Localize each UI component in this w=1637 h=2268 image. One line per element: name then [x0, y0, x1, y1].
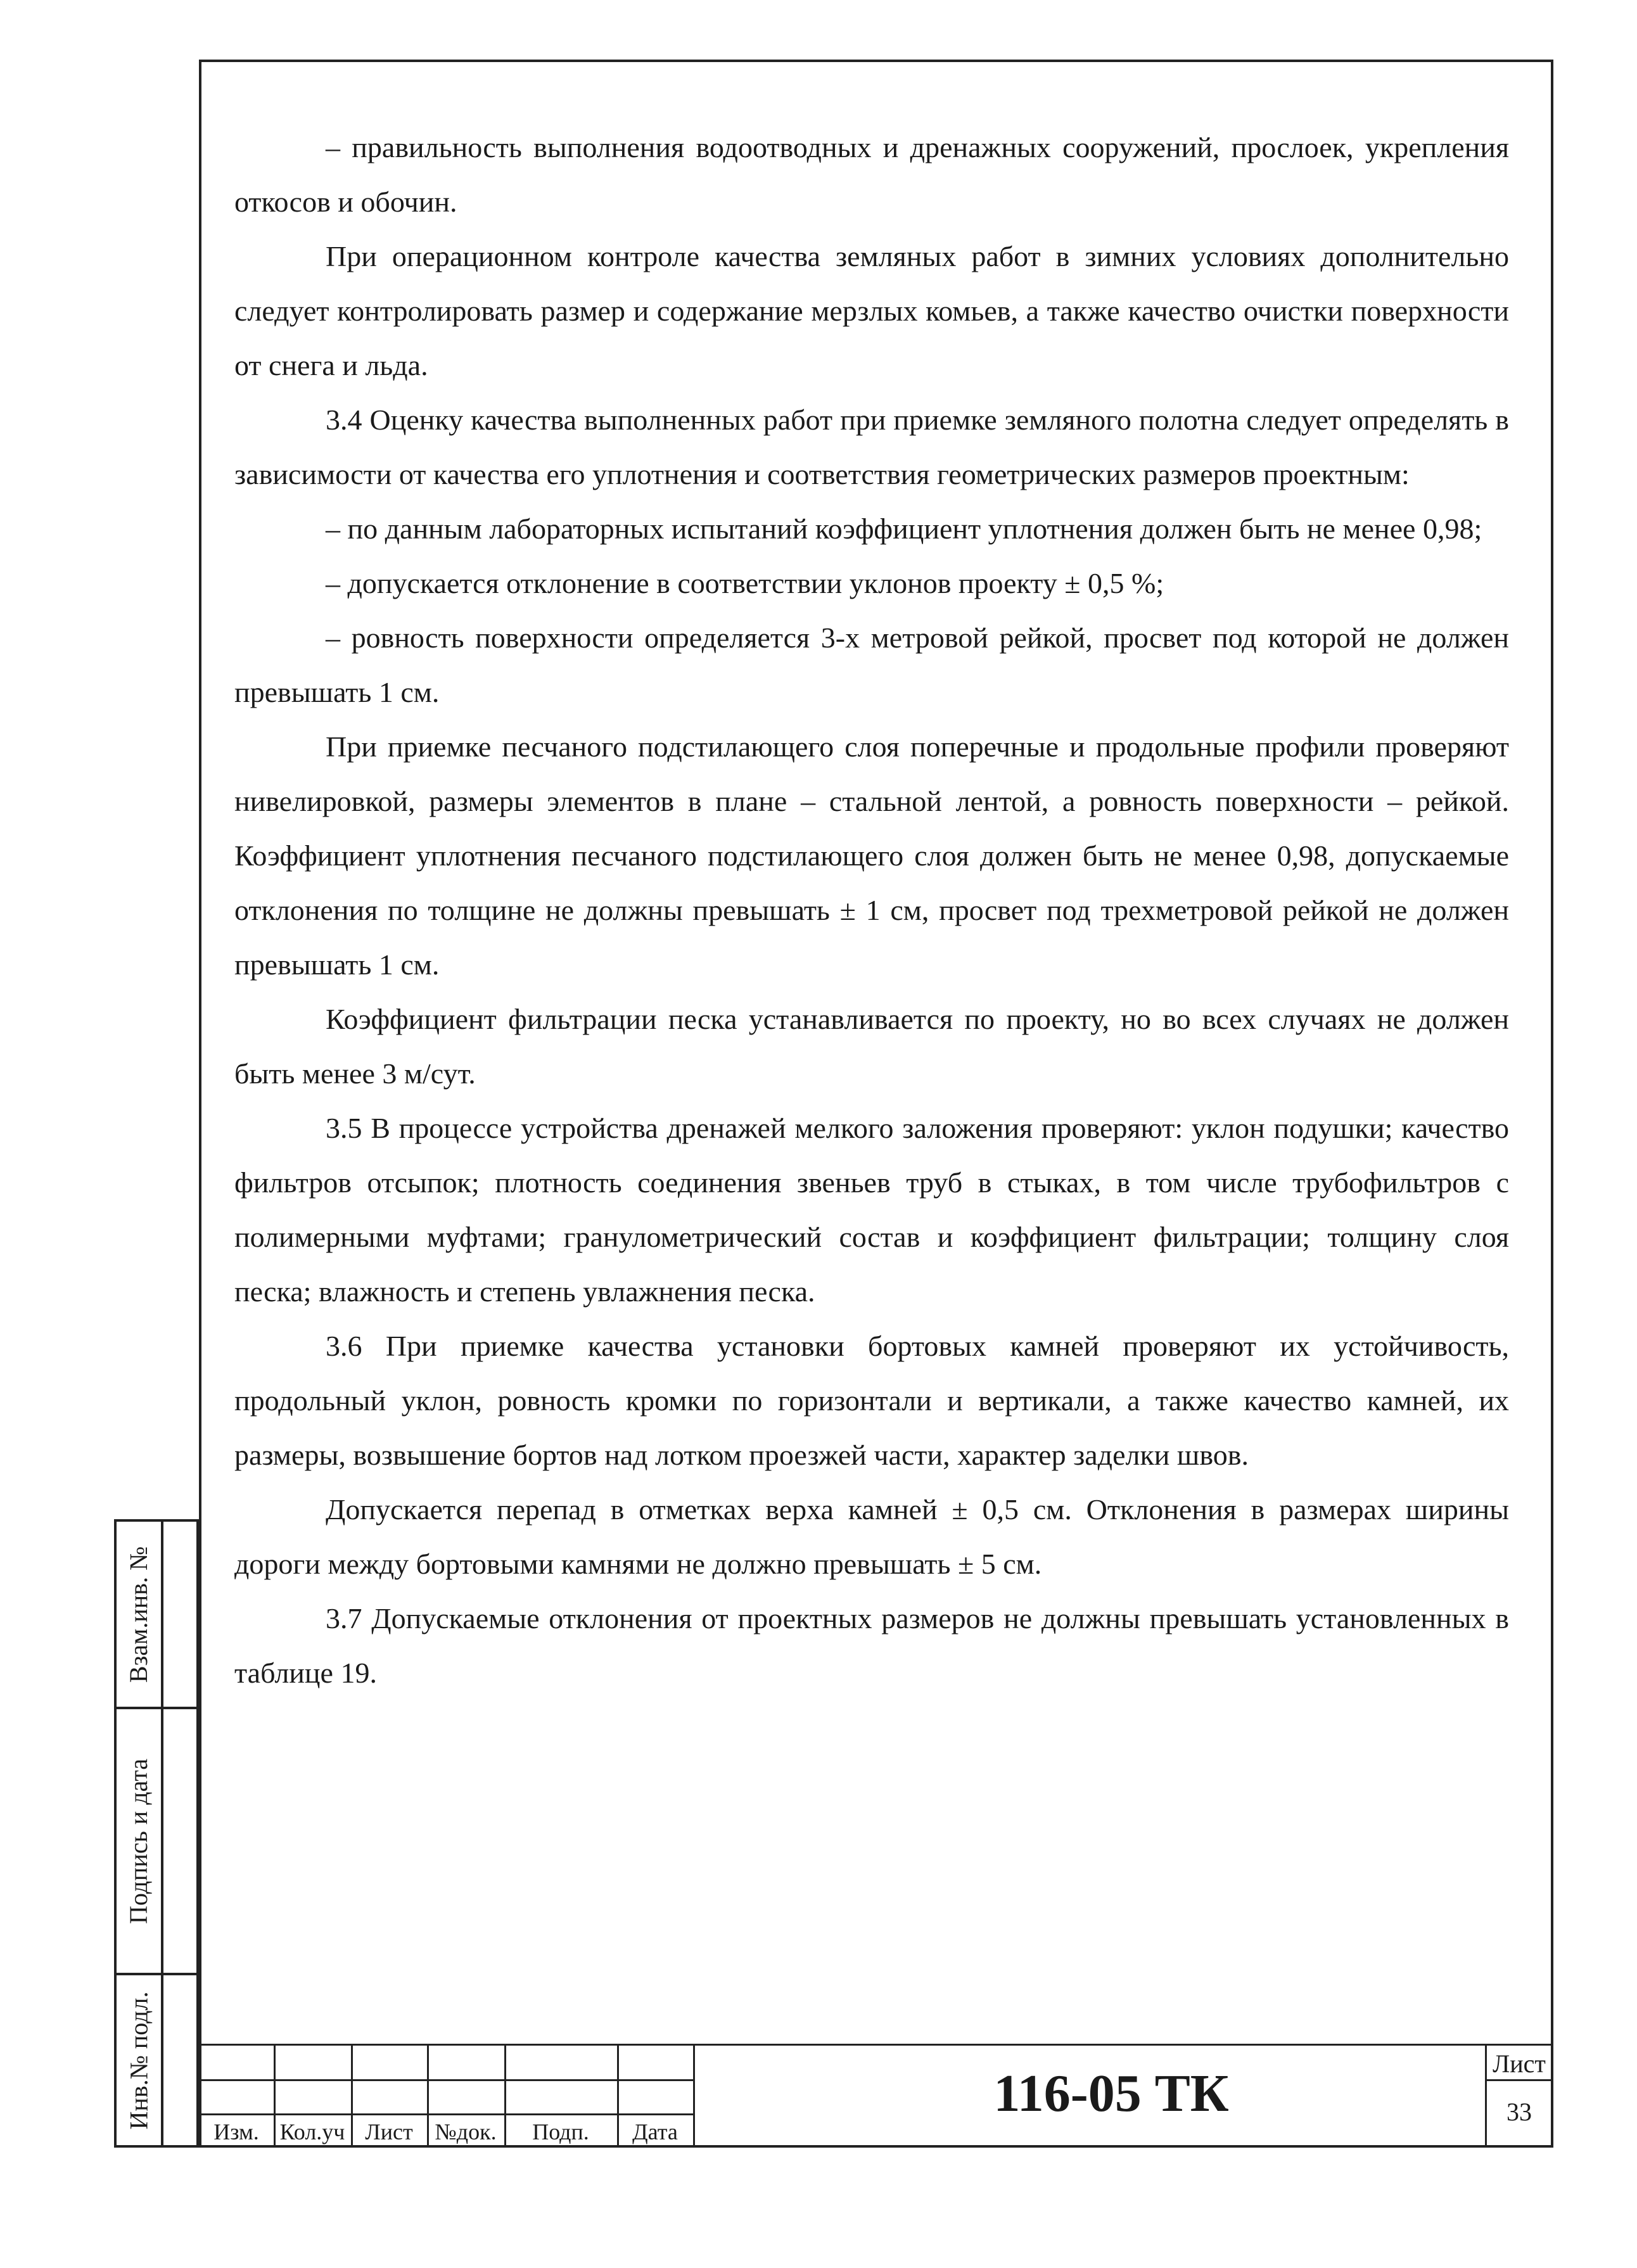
sheet-label: Лист	[1493, 2049, 1546, 2078]
paragraph: – правильность выполнения водоотводных и дренажных сооружений, прослоек, укрепления откосов и обочин.	[234, 131, 1509, 218]
paragraph: – допускается отклонение в соответствии уклонов проекту ± 0,5 %;	[326, 567, 1164, 599]
paragraph: 3.6 При приемке качества установки бортовых камней проверяют их устойчивость, продольный уклон, ровность кромки по горизонтали и вертикали, а также качество камней, их размеры, возвышение бортов над лотком проезжей части, характер заделки швов.	[234, 1330, 1509, 1471]
paragraph: Допускается перепад в отметках верха камней ± 0,5 см. Отклонения в размерах ширины дороги между бортовыми камнями не должно превышать ± 5 см.	[234, 1493, 1509, 1580]
stamp-header-ndok: №док.	[435, 2119, 497, 2144]
paragraph: – по данным лабораторных испытаний коэффициент уплотнения должен быть не менее 0,98;	[326, 513, 1482, 545]
side-label-inv: Инв.№ подл.	[124, 1991, 153, 2129]
stamp-header-izm: Изм.	[213, 2119, 259, 2144]
stamp-header-kolvo: Кол.уч	[279, 2119, 345, 2144]
side-box-podpis	[114, 1709, 199, 1975]
side-label-vzam: Взам.инв. №	[124, 1546, 153, 1683]
document-code: 116-05 ТК	[993, 2064, 1229, 2123]
title-block	[199, 2044, 1553, 2148]
paragraph: 3.7 Допускаемые отклонения от проектных размеров не должны превышать установленных в таблице 19.	[234, 1602, 1509, 1689]
stamp-header-podp: Подп.	[532, 2119, 589, 2144]
paragraph: При приемке песчаного подстилающего слоя поперечные и продольные профили проверяют нивелировкой, размеры элементов в плане – стальной лентой, а ровность поверхности – рейкой. Коэффициент уплотнения песчаного подстилающего слоя должен быть не менее 0,98, допускаемые отклонения по толщине не должны превышать ± 1 см, просвет под трехметровой рейкой не должен превышать 1 см.	[234, 730, 1509, 981]
side-label-podpis: Подпись и дата	[124, 1758, 153, 1924]
sheet-number: 33	[1506, 2098, 1532, 2126]
paragraph: 3.5 В процессе устройства дренажей мелкого заложения проверяют: уклон подушки; качество фильтров отсыпок; плотность соединения звеньев труб в стыках, в том числе трубофильтров с полимерными муфтами; гранулометрический состав и коэффициент фильтрации; толщину слоя песка; влажность и степень увлажнения песка.	[234, 1112, 1509, 1308]
stamp-header-list: Лист	[365, 2119, 413, 2144]
document-body	[234, 120, 1509, 1700]
paragraph: Коэффициент фильтрации песка устанавливается по проекту, но во всех случаях не должен быть менее 3 м/сут.	[234, 1003, 1509, 1090]
paragraph: – ровность поверхности определяется 3-х метровой рейкой, просвет под которой не должен превышать 1 см.	[234, 621, 1509, 708]
side-box-vzam	[114, 1519, 199, 1709]
paragraph: При операционном контроле качества земляных работ в зимних условиях дополнительно следует контролировать размер и содержание мерзлых комьев, а также качество очистки поверхности от снега и льда.	[234, 240, 1509, 381]
stamp-header-data: Дата	[632, 2119, 678, 2144]
side-box-inv	[114, 1975, 199, 2148]
paragraph: 3.4 Оценку качества выполненных работ при приемке земляного полотна следует определять в зависимости от качества его уплотнения и соответствия геометрических размеров проектным:	[234, 404, 1509, 490]
